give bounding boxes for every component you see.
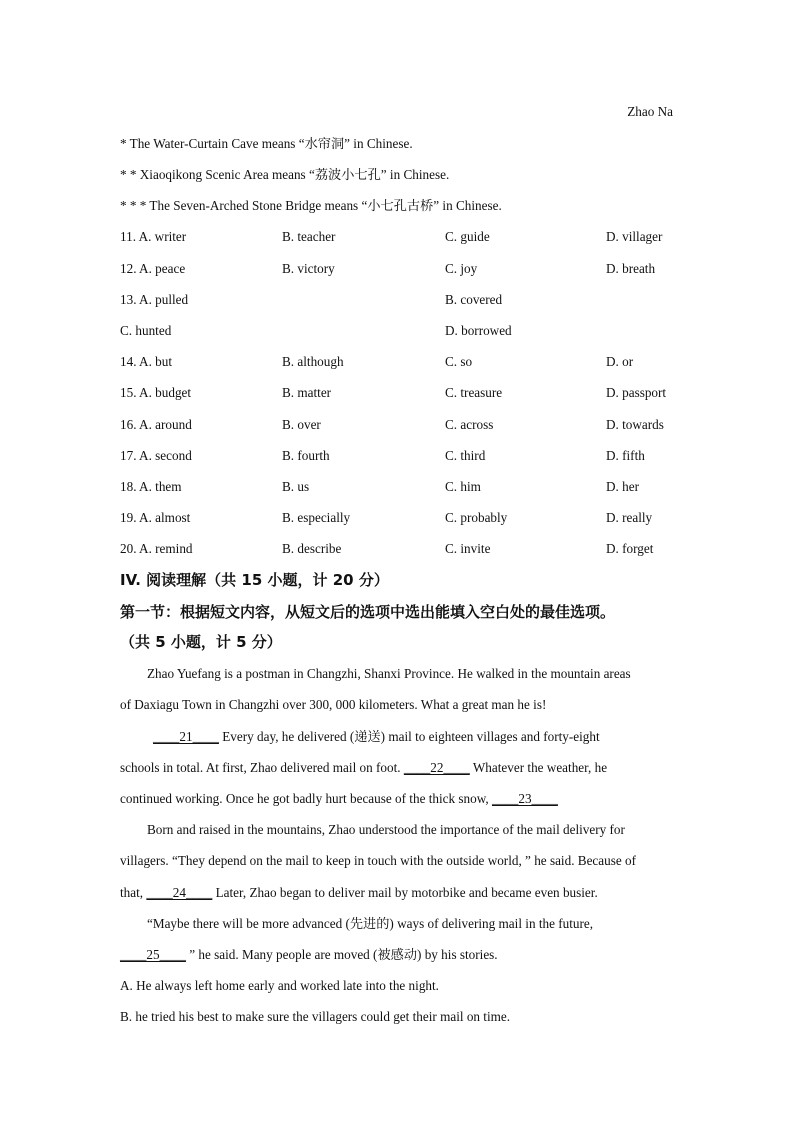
option-b: B. victory: [282, 261, 335, 276]
passage-text: schools in total. At first, Zhao delivered mail on foot.: [120, 760, 404, 775]
section-title: IV. 阅读理解（共 15 小题，计 20 分）: [120, 571, 389, 589]
passage-text: continued working. Once he got badly hurt because of the thick snow,: [120, 791, 492, 806]
passage-text: ” he said. Many people are moved (被感动) by his stories.: [185, 947, 498, 962]
footnote-3: * * * The Seven-Arched Stone Bridge means “小七孔古桥” in Chinese.: [120, 198, 502, 213]
blank-22: ____22____: [403, 760, 470, 775]
option-row-14: [120, 354, 680, 370]
passage-p2-line2: [120, 760, 607, 776]
answer-option-b: B. he tried his best to make sure the villagers could get their mail on time.: [120, 1009, 511, 1024]
option-d: D. her: [606, 479, 639, 494]
option-d: D. borrowed: [445, 323, 512, 338]
option-c: C. probably: [445, 510, 508, 525]
passage-text: Whatever the weather, he: [469, 760, 608, 775]
option-c: C. guide: [445, 229, 490, 244]
option-a: 20. A. remind: [120, 541, 193, 556]
passage-p4-line2: [120, 947, 498, 963]
passage-p2-line1: [153, 729, 600, 745]
option-c: C. him: [445, 479, 481, 494]
blank-24: ____24____: [146, 885, 213, 900]
option-d: D. villager: [606, 229, 663, 244]
option-b: B. teacher: [282, 229, 336, 244]
passage-text: that,: [120, 885, 147, 900]
option-a: 18. A. them: [120, 479, 182, 494]
option-b: B. over: [282, 417, 321, 432]
passage-p3-line3: [120, 885, 598, 901]
option-d: D. passport: [606, 385, 667, 400]
option-d: D. really: [606, 510, 653, 525]
blank-25: ____25____: [120, 947, 186, 962]
option-row-12: [120, 261, 680, 277]
option-c: C. treasure: [445, 385, 503, 400]
option-c: C. across: [445, 417, 494, 432]
footnote-2: * * Xiaoqikong Scenic Area means “荔波小七孔” in Chinese.: [120, 167, 450, 182]
option-b: B. covered: [445, 292, 503, 307]
option-row-13b: [120, 323, 680, 339]
passage-p1-line2: of Daxiagu Town in Changzhi over 300, 000 kilometers. What a great man he is!: [120, 697, 547, 712]
option-row-13a: [120, 292, 680, 308]
blank-21: ____21____: [153, 729, 219, 744]
section-note: （共 5 小题，计 5 分）: [120, 633, 282, 651]
section-subtitle: 第一节：根据短文内容，从短文后的选项中选出能填入空白处的最佳选项。: [120, 603, 616, 621]
option-a: 15. A. budget: [120, 385, 192, 400]
passage-text: Every day, he delivered (递送) mail to eighteen villages and forty-eight: [218, 729, 600, 744]
option-row-18: [120, 479, 680, 495]
option-d: D. or: [606, 354, 634, 369]
option-c: C. third: [445, 448, 486, 463]
passage-text: Later, Zhao began to deliver mail by motorbike and became even busier.: [212, 885, 598, 900]
option-c: C. joy: [445, 261, 478, 276]
option-row-15: [120, 385, 680, 401]
option-b: B. especially: [282, 510, 351, 525]
footnote-1: * The Water-Curtain Cave means “水帘洞” in Chinese.: [120, 136, 413, 151]
option-c: C. so: [445, 354, 473, 369]
option-b: B. matter: [282, 385, 332, 400]
passage-p4-line1: “Maybe there will be more advanced (先进的) ways of delivering mail in the future,: [147, 916, 594, 931]
author-name: Zhao Na: [627, 104, 673, 119]
option-d: D. forget: [606, 541, 654, 556]
option-d: D. towards: [606, 417, 664, 432]
option-d: D. breath: [606, 261, 656, 276]
option-row-11: [120, 229, 680, 245]
blank-23: ____23____: [491, 791, 558, 806]
option-b: B. fourth: [282, 448, 330, 463]
option-a: 12. A. peace: [120, 261, 186, 276]
option-row-19: [120, 510, 680, 526]
passage-p3-line1: Born and raised in the mountains, Zhao understood the importance of the mail delivery for: [147, 822, 625, 837]
option-b: B. describe: [282, 541, 342, 556]
option-row-17: [120, 448, 680, 464]
option-a: 11. A. writer: [120, 229, 187, 244]
option-a: 17. A. second: [120, 448, 192, 463]
answer-option-a: A. He always left home early and worked late into the night.: [120, 978, 439, 993]
option-b: B. although: [282, 354, 344, 369]
passage-p2-line3: [120, 791, 558, 807]
option-c: C. hunted: [120, 323, 172, 338]
option-d: D. fifth: [606, 448, 645, 463]
option-b: B. us: [282, 479, 310, 494]
option-a: 16. A. around: [120, 417, 192, 432]
option-c: C. invite: [445, 541, 491, 556]
option-a: 19. A. almost: [120, 510, 191, 525]
passage-p1-line1: Zhao Yuefang is a postman in Changzhi, Shanxi Province. He walked in the mountain areas: [147, 666, 631, 681]
option-row-20: [120, 541, 680, 557]
option-a: 13. A. pulled: [120, 292, 189, 307]
option-a: 14. A. but: [120, 354, 173, 369]
option-row-16: [120, 417, 680, 433]
passage-p3-line2: villagers. “They depend on the mail to keep in touch with the outside world, ” he said. Because of: [120, 853, 636, 868]
